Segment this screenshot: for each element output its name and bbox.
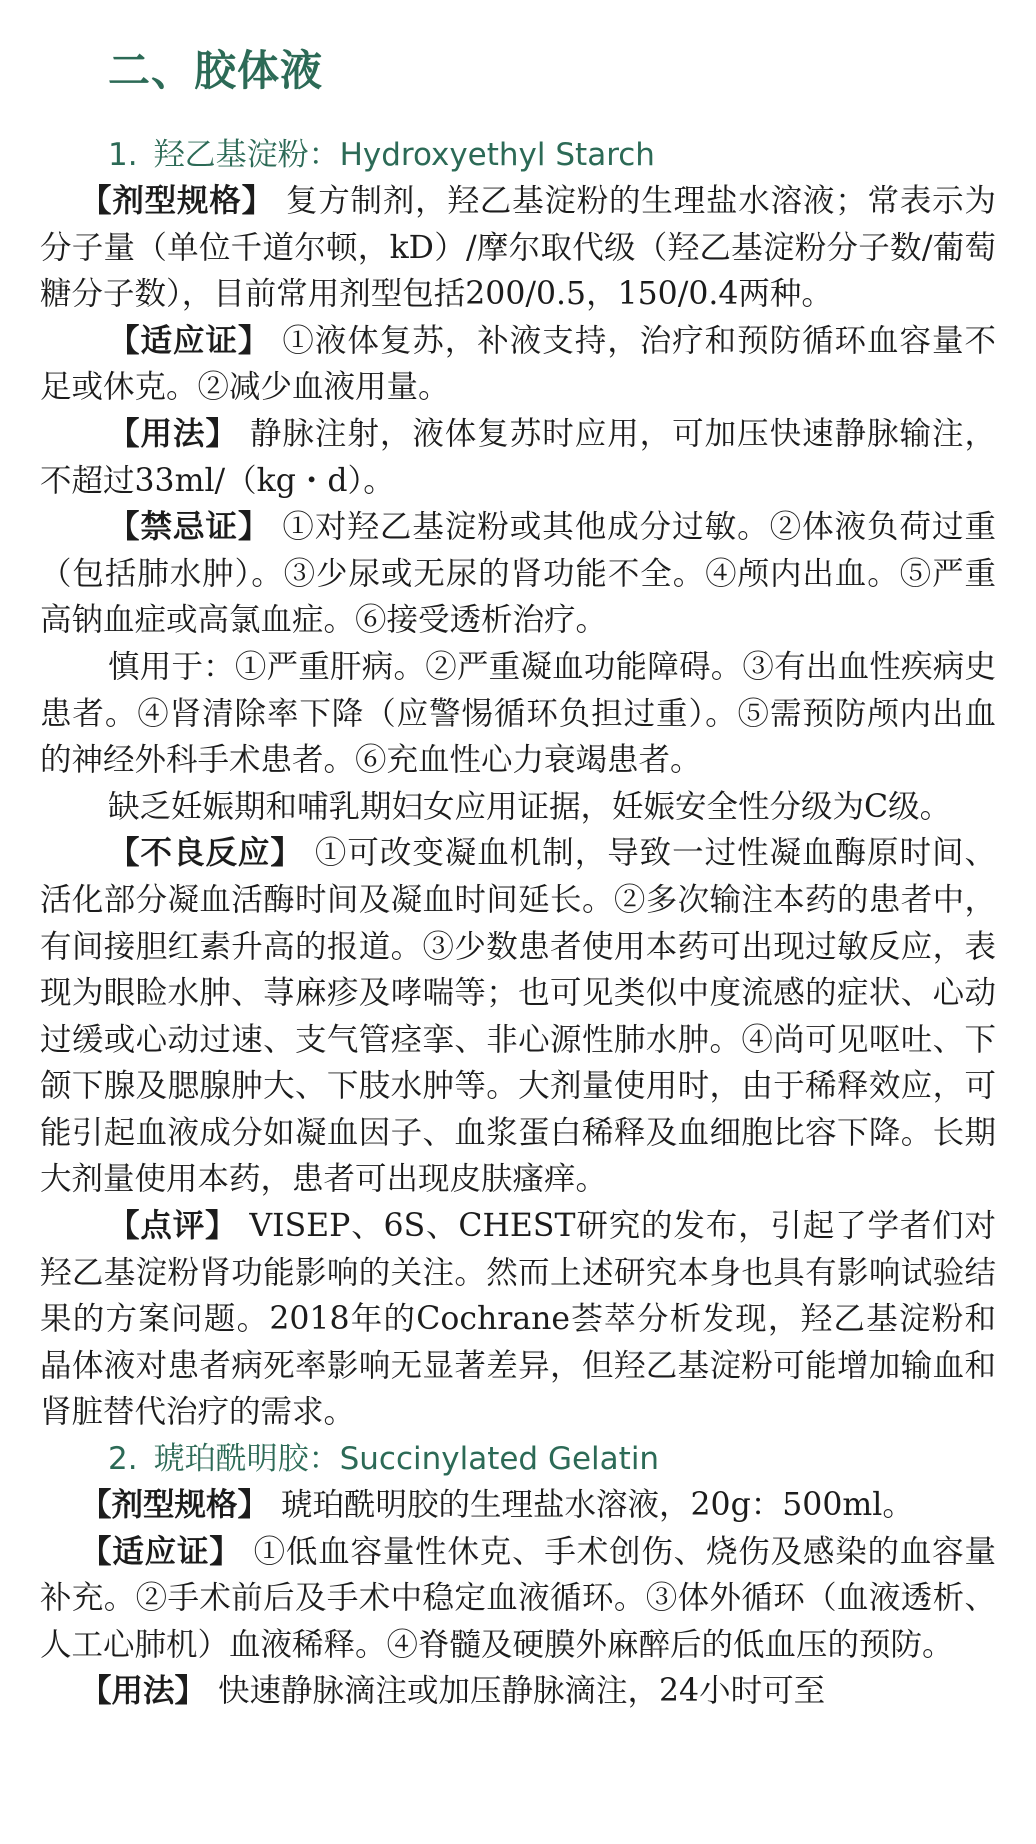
- drug-2-usage: [40, 1668, 996, 1715]
- usage-text: 快速静脉滴注或加压静脉滴注，24小时可至: [218, 1673, 826, 1710]
- drug-1-name: 羟乙基淀粉：Hydroxyethyl Starch: [153, 137, 655, 173]
- usage-label: 【用法】: [80, 1673, 207, 1710]
- drug-1-usage: [40, 411, 996, 504]
- drug-1-pregnancy: 缺乏妊娠期和哺乳期妇女应用证据，妊娠安全性分级为C级。: [108, 788, 952, 825]
- drug-1-number: 1.: [108, 137, 138, 173]
- drug-2-dosage: [40, 1482, 996, 1529]
- contraindication-text: ①对羟乙基淀粉或其他成分过敏。②体液负荷过重（包括肺水肿）。③少尿或无尿的肾功能不全。④颅内出血。⑤严重高钠血症或高氯血症。⑥接受透析治疗。: [40, 509, 996, 639]
- dosage-text: 复方制剂，羟乙基淀粉的生理盐水溶液；常表示为分子量（单位千道尔顿，kD）/摩尔取代级（羟乙基淀粉分子数/葡萄糖分子数），目前常用剂型包括200/0.5，150/0.4两种。: [40, 183, 996, 313]
- drug-2-indication: [40, 1529, 996, 1669]
- drug-1-heading: [108, 132, 996, 178]
- drug-1-adverse-reactions: [40, 830, 996, 1203]
- dosage-label: 【剂型规格】: [80, 1487, 270, 1524]
- drug-2-number: 2.: [108, 1441, 138, 1478]
- drug-1-indication: [40, 318, 996, 411]
- comment-text: VISEP、6S、CHEST研究的发布，引起了学者们对羟乙基淀粉肾功能影响的关注。然而上述研究本身也具有影响试验结果的方案问题。2018年的Cochrane荟萃分析发现，羟乙基淀粉和晶体液对患者病死率影响无显著差异，但羟乙基淀粉可能增加输血和肾脏替代治疗的需求。: [40, 1208, 996, 1431]
- section-title: 二、胶体液: [108, 46, 324, 95]
- drug-2-heading: [108, 1436, 996, 1482]
- drug-1-contraindication: [40, 504, 996, 644]
- contraindication-label: 【禁忌证】: [108, 509, 271, 546]
- drug-1-dosage: [40, 178, 996, 318]
- comment-label: 【点评】: [108, 1208, 238, 1245]
- dosage-text: 琥珀酰明胶的生理盐水溶液，20g：500ml。: [281, 1487, 914, 1524]
- usage-label: 【用法】: [108, 415, 238, 452]
- dosage-label: 【剂型规格】: [80, 183, 274, 219]
- drug-1-caution: 慎用于：①严重肝病。②严重凝血功能障碍。③有出血性疾病史患者。④肾清除率下降（应警惕循环负担过重）。⑤需预防颅内出血的神经外科手术患者。⑥充血性心力衰竭患者。: [40, 648, 996, 779]
- adverse-text: ①可改变凝血机制，导致一过性凝血酶原时间、活化部分凝血活酶时间及凝血时间延长。②多次输注本药的患者中，有间接胆红素升高的报道。③少数患者使用本药可出现过敏反应，表现为眼睑水肿、荨麻疹及哮喘等；也可见类似中度流感的症状、心动过缓或心动过速、支气管痉挛、非心源性肺水肿。④尚可见呕吐、下颌下腺及腮腺肿大、下肢水肿等。大剂量使用时，由于稀释效应，可能引起血液成分如凝血因子、血浆蛋白稀释及血细胞比容下降。长期大剂量使用本药，患者可出现皮肤瘙痒。: [40, 835, 996, 1198]
- usage-text: 静脉注射，液体复苏时应用，可加压快速静脉输注，不超过33ml/（kg・d）。: [40, 415, 996, 499]
- indication-label: 【适应证】: [108, 322, 271, 359]
- drug-1-comment: [40, 1203, 996, 1436]
- drug-2-name: 琥珀酰明胶：Succinylated Gelatin: [153, 1441, 660, 1478]
- indication-label: 【适应证】: [80, 1533, 242, 1570]
- indication-text: ①低血容量性休克、手术创伤、烧伤及感染的血容量补充。②手术前后及手术中稳定血液循环。③体外循环（血液透析、人工心肺机）血液稀释。④脊髓及硬膜外麻醉后的低血压的预防。: [40, 1533, 996, 1663]
- indication-text: ①液体复苏，补液支持，治疗和预防循环血容量不足或休克。②减少血液用量。: [40, 322, 996, 406]
- adverse-label: 【不良反应】: [108, 835, 303, 872]
